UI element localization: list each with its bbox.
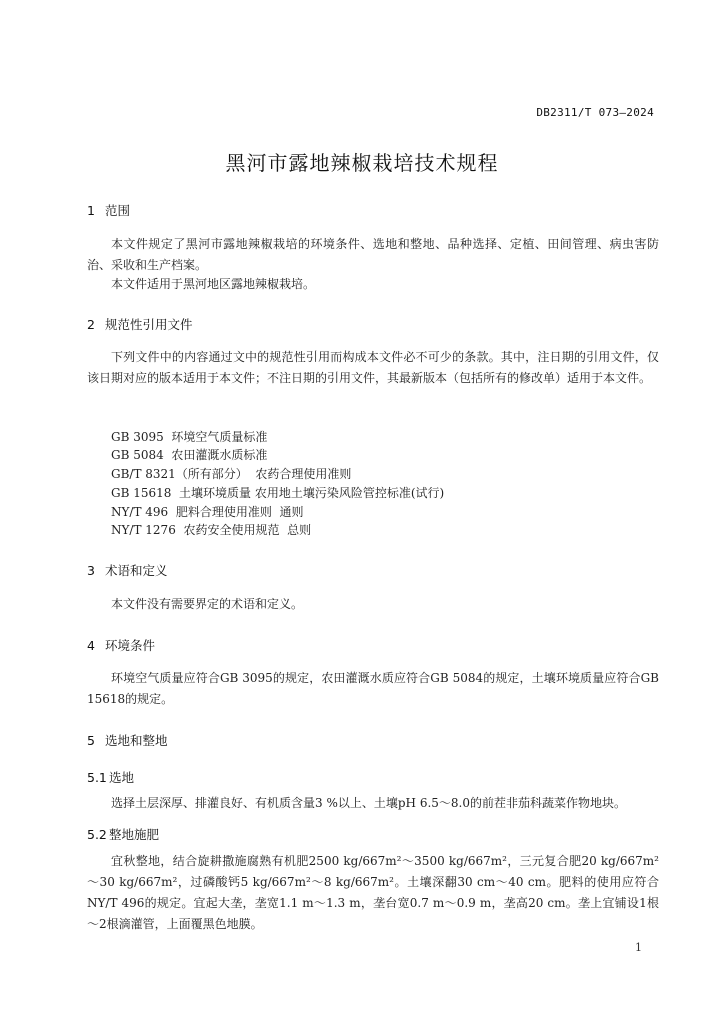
page-number: 1 bbox=[635, 941, 642, 954]
subsection-heading-5-1 bbox=[87, 768, 134, 786]
standard-code: DB2311/T 073—2024 bbox=[536, 106, 654, 119]
section-heading-5 bbox=[87, 731, 168, 749]
reference-item: GB 15618 土壤环境质量 农用地土壤污染风险管控标准(试行) bbox=[111, 486, 445, 500]
section-title: 环境条件 bbox=[105, 638, 156, 653]
section-title: 术语和定义 bbox=[105, 563, 168, 578]
reference-item: GB 5084 农田灌溉水质标准 bbox=[111, 448, 268, 462]
document-title: 黑河市露地辣椒栽培技术规程 bbox=[225, 151, 499, 175]
paragraph: 本文件规定了黑河市露地辣椒栽培的环境条件、选地和整地、品种选择、定植、田间管理、病虫害防治、采收和生产档案。 bbox=[87, 237, 659, 272]
subsection-number: 5.1 bbox=[87, 770, 107, 785]
subsection-heading-5-2 bbox=[87, 825, 159, 843]
section-heading-4 bbox=[87, 636, 155, 654]
section-title: 范围 bbox=[105, 203, 131, 218]
reference-item: GB/T 8321（所有部分） 农药合理使用准则 bbox=[111, 467, 352, 481]
reference-item: NY/T 496 肥料合理使用准则 通则 bbox=[111, 505, 304, 519]
paragraph: 选择土层深厚、排灌良好、有机质含量3 %以上、土壤pH 6.5～8.0的前茬非茄科蔬菜作物地块。 bbox=[111, 796, 626, 810]
section-heading-1 bbox=[87, 201, 130, 219]
section-number: 1 bbox=[87, 203, 95, 218]
subsection-number: 5.2 bbox=[87, 827, 107, 842]
paragraph: 环境空气质量应符合GB 3095的规定，农田灌溉水质应符合GB 5084的规定，土壤环境质量应符合GB 15618的规定。 bbox=[87, 671, 659, 706]
reference-item: NY/T 1276 农药安全使用规范 总则 bbox=[111, 523, 312, 537]
section-title: 选地和整地 bbox=[105, 733, 168, 748]
section-title: 规范性引用文件 bbox=[105, 317, 193, 332]
section-number: 2 bbox=[87, 317, 95, 332]
paragraph: 宜秋整地，结合旋耕撒施腐熟有机肥2500 kg/667m²～3500 kg/667m²，三元复合肥20 kg/667m²～30 kg/667m²，过磷酸钙5 kg/667m²～8 kg/667m²。土壤深翻30 cm～40 cm。肥料的使用应符合NY/T 496的规定。宜起大垄，垄宽1.1 m～1.3 m，垄台宽0.7 m～0.9 m，垄高20 cm。垄上宜铺设1根～2根滴灌管，上面覆黑色地膜。 bbox=[87, 854, 659, 931]
subsection-title: 选地 bbox=[109, 770, 135, 785]
section-heading-2 bbox=[87, 315, 193, 333]
paragraph: 本文件没有需要界定的术语和定义。 bbox=[111, 597, 304, 611]
paragraph: 下列文件中的内容通过文中的规范性引用而构成本文件必不可少的条款。其中，注日期的引用文件，仅该日期对应的版本适用于本文件；不注日期的引用文件，其最新版本（包括所有的修改单）适用于本文件。 bbox=[87, 350, 659, 385]
section-number: 4 bbox=[87, 638, 95, 653]
section-heading-3 bbox=[87, 561, 168, 579]
subsection-title: 整地施肥 bbox=[109, 827, 160, 842]
section-number: 3 bbox=[87, 563, 95, 578]
reference-item: GB 3095 环境空气质量标准 bbox=[111, 430, 268, 444]
paragraph: 本文件适用于黑河地区露地辣椒栽培。 bbox=[111, 277, 316, 291]
section-number: 5 bbox=[87, 733, 95, 748]
